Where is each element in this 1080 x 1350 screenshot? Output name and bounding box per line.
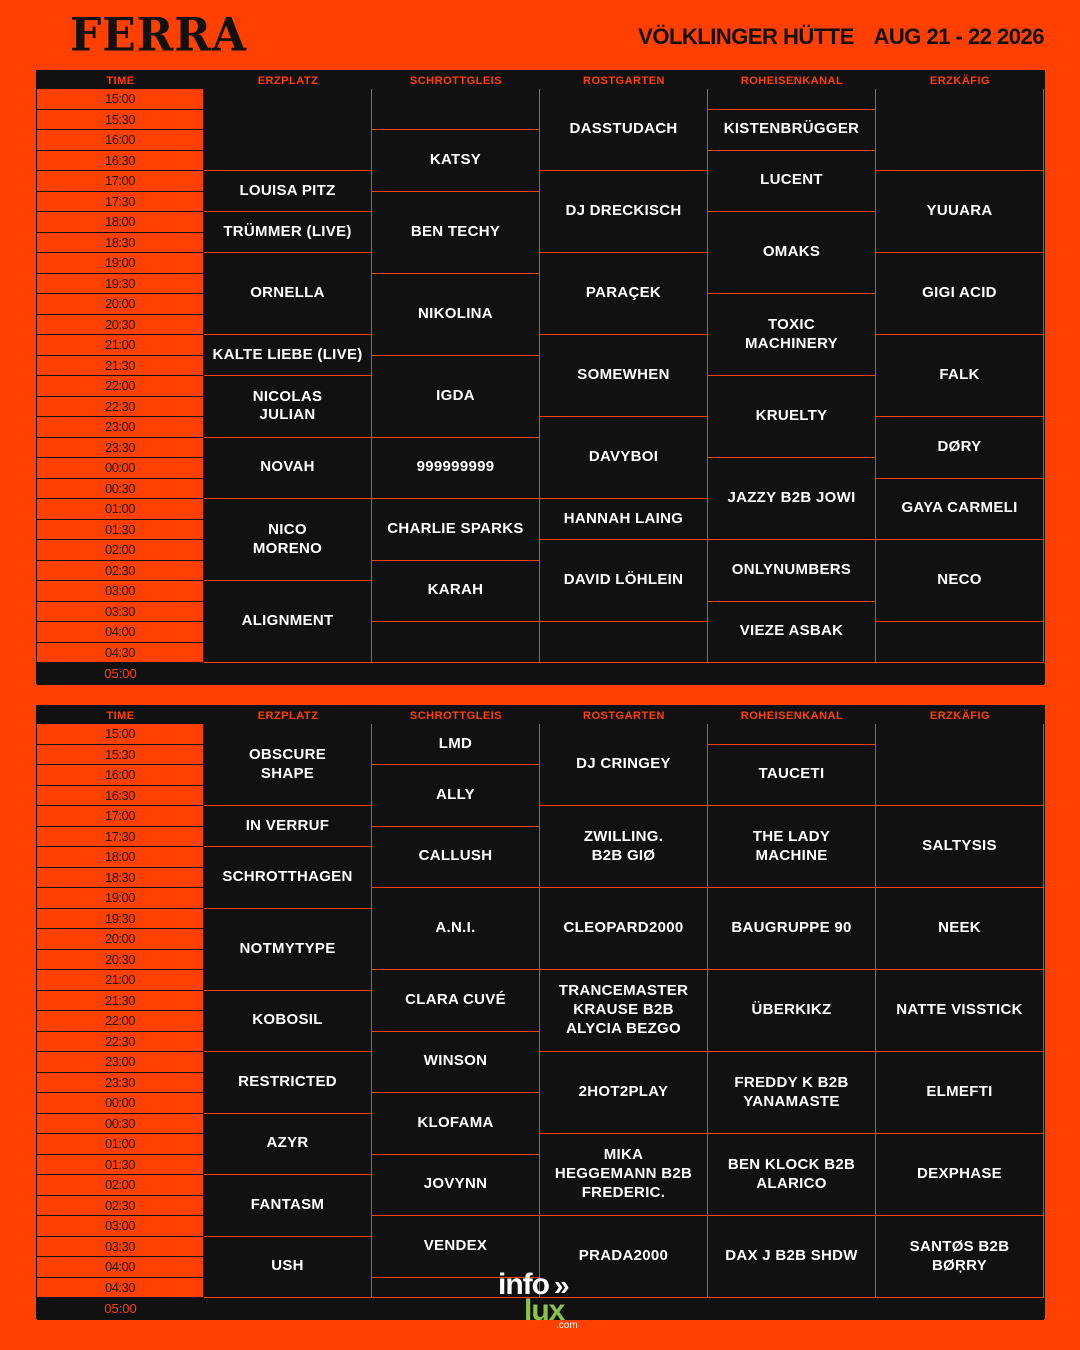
time-slot: 18:00 <box>37 847 204 868</box>
artist-slot: SOMEWHEN <box>540 335 708 417</box>
empty-slot <box>708 724 876 745</box>
time-slot: 00:00 <box>37 458 204 479</box>
artist-slot: LOUISA PITZ <box>204 171 372 212</box>
artist-slot: PARAÇEK <box>540 253 708 335</box>
artist-slot: JAZZY B2B JOWI <box>708 458 876 540</box>
time-slot: 22:00 <box>37 376 204 397</box>
time-slot: 00:00 <box>37 1093 204 1114</box>
time-slot: 17:00 <box>37 806 204 827</box>
time-slot: 21:00 <box>37 970 204 991</box>
time-slot: 03:00 <box>37 581 204 602</box>
column-header: ROHEISENKANAL <box>740 75 844 87</box>
artist-slot: DØRY <box>876 417 1044 479</box>
artist-slot: SALTYSIS <box>876 806 1044 888</box>
time-slot: 00:30 <box>37 1114 204 1135</box>
artist-slot: PRADA2000 <box>540 1216 708 1298</box>
time-slot: 23:00 <box>37 417 204 438</box>
time-slot: 21:30 <box>37 356 204 377</box>
time-slot: 22:30 <box>37 1032 204 1053</box>
column-header: ROSTGARTEN <box>583 710 665 722</box>
time-slot: 19:00 <box>37 253 204 274</box>
artist-slot: LMD <box>372 724 540 765</box>
column-header: ERZPLATZ <box>257 710 319 722</box>
time-slot: 16:30 <box>37 786 204 807</box>
empty-slot <box>876 622 1044 663</box>
column-header: SCHROTTGLEIS <box>409 75 503 87</box>
artist-slot: IN VERRUF <box>204 806 372 847</box>
watermark-info: info <box>498 1268 549 1301</box>
artist-slot: A.N.I. <box>372 888 540 970</box>
artist-slot: GIGI ACID <box>876 253 1044 335</box>
time-slot: 03:30 <box>37 602 204 623</box>
artist-slot: NOTMYTYPE <box>204 909 372 991</box>
artist-slot: FALK <box>876 335 1044 417</box>
infolux-watermark <box>498 1268 588 1334</box>
time-slot: 21:30 <box>37 991 204 1012</box>
artist-slot: ÜBERKIKZ <box>708 970 876 1052</box>
time-slot: 15:00 <box>37 724 204 745</box>
artist-slot: KLOFAMA <box>372 1093 540 1155</box>
artist-slot: DJ DRECKISCH <box>540 171 708 253</box>
watermark-com: .com <box>556 1320 578 1331</box>
time-slot: 20:00 <box>37 294 204 315</box>
time-slot: 02:30 <box>37 1196 204 1217</box>
time-slot: 00:30 <box>37 479 204 500</box>
time-slot: 02:30 <box>37 561 204 582</box>
artist-slot: FREDDY K B2B YANAMASTE <box>708 1052 876 1134</box>
time-slot: 19:30 <box>37 274 204 295</box>
end-time-row <box>37 663 1044 685</box>
empty-slot <box>540 622 708 663</box>
column-header: TIME <box>106 710 135 722</box>
artist-slot: NECO <box>876 540 1044 622</box>
artist-slot: TAUCETI <box>708 745 876 807</box>
artist-slot: NICOLAS JULIAN <box>204 376 372 438</box>
artist-slot: NOVAH <box>204 438 372 500</box>
time-slot: 15:30 <box>37 110 204 131</box>
artist-slot: AZYR <box>204 1114 372 1176</box>
empty-slot <box>204 89 372 171</box>
artist-slot: KARAH <box>372 561 540 623</box>
column-header-row <box>37 71 1044 89</box>
empty-slot <box>372 89 540 130</box>
empty-slot <box>876 89 1044 171</box>
time-slot: 16:00 <box>37 130 204 151</box>
timetable-day-2 <box>36 705 1045 1319</box>
artist-slot: KISTENBRÜGGER <box>708 110 876 151</box>
artist-slot: 2HOT2PLAY <box>540 1052 708 1134</box>
artist-slot: TRANCEMASTER KRAUSE B2B ALYCIA BEZGO <box>540 970 708 1052</box>
time-slot: 23:30 <box>37 1073 204 1094</box>
time-slot: 15:30 <box>37 745 204 766</box>
artist-slot: BAUGRUPPE 90 <box>708 888 876 970</box>
artist-slot: BEN TECHY <box>372 192 540 274</box>
end-time: 05:00 <box>104 1301 137 1316</box>
time-slot: 22:30 <box>37 397 204 418</box>
empty-slot <box>372 622 540 663</box>
artist-slot: JOVYNN <box>372 1155 540 1217</box>
time-slot: 03:30 <box>37 1237 204 1258</box>
artist-slot: KOBOSIL <box>204 991 372 1053</box>
timetable-day-1 <box>36 70 1045 684</box>
time-slot: 23:30 <box>37 438 204 459</box>
artist-slot: 999999999 <box>372 438 540 500</box>
event-header <box>624 24 1044 50</box>
artist-slot: NATTE VISSTICK <box>876 970 1044 1052</box>
time-slot: 17:00 <box>37 171 204 192</box>
column-header: ROSTGARTEN <box>583 75 665 87</box>
empty-slot <box>708 89 876 110</box>
column-header-row <box>37 706 1044 724</box>
artist-slot: YUUARA <box>876 171 1044 253</box>
artist-slot: THE LADY MACHINE <box>708 806 876 888</box>
column-header: ERZPLATZ <box>257 75 319 87</box>
time-slot: 20:30 <box>37 315 204 336</box>
artist-slot: VENDEX <box>372 1216 540 1278</box>
time-slot: 17:30 <box>37 827 204 848</box>
time-slot: 16:30 <box>37 151 204 172</box>
artist-slot: NICO MORENO <box>204 499 372 581</box>
time-slot: 20:00 <box>37 929 204 950</box>
time-slot: 04:00 <box>37 622 204 643</box>
time-slot: 19:00 <box>37 888 204 909</box>
column-header: SCHROTTGLEIS <box>409 710 503 722</box>
time-slot: 04:00 <box>37 1257 204 1278</box>
time-slot: 20:30 <box>37 950 204 971</box>
artist-slot: ORNELLA <box>204 253 372 335</box>
artist-slot: TOXIC MACHINERY <box>708 294 876 376</box>
time-slot: 22:00 <box>37 1011 204 1032</box>
artist-slot: DAVYBOI <box>540 417 708 499</box>
artist-slot: OMAKS <box>708 212 876 294</box>
artist-slot: ALLY <box>372 765 540 827</box>
artist-slot: MIKA HEGGEMANN B2B FREDERIC. <box>540 1134 708 1216</box>
column-header: ERZKÄFIG <box>929 710 991 722</box>
artist-slot: ONLYNUMBERS <box>708 540 876 602</box>
time-slot: 02:00 <box>37 540 204 561</box>
time-slot: 18:00 <box>37 212 204 233</box>
artist-slot: IGDA <box>372 356 540 438</box>
time-slot: 04:30 <box>37 643 204 664</box>
artist-slot: WINSON <box>372 1032 540 1094</box>
artist-slot: CALLUSH <box>372 827 540 889</box>
time-slot: 01:30 <box>37 520 204 541</box>
artist-slot: NIKOLINA <box>372 274 540 356</box>
time-slot: 02:00 <box>37 1175 204 1196</box>
artist-slot: ZWILLING. B2B GIØ <box>540 806 708 888</box>
artist-slot: RESTRICTED <box>204 1052 372 1114</box>
time-slot: 16:00 <box>37 765 204 786</box>
artist-slot: USH <box>204 1237 372 1299</box>
time-slot: 23:00 <box>37 1052 204 1073</box>
column-header: ERZKÄFIG <box>929 75 991 87</box>
artist-slot: DEXPHASE <box>876 1134 1044 1216</box>
artist-slot: DAX J B2B SHDW <box>708 1216 876 1298</box>
artist-slot: DAVID LÖHLEIN <box>540 540 708 622</box>
ferra-logo: FERRA <box>70 8 248 63</box>
artist-slot: VIEZE ASBAK <box>708 602 876 664</box>
artist-slot: ALIGNMENT <box>204 581 372 663</box>
artist-slot: KATSY <box>372 130 540 192</box>
time-slot: 18:30 <box>37 233 204 254</box>
artist-slot: DASSTUDACH <box>540 89 708 171</box>
time-slot: 21:00 <box>37 335 204 356</box>
time-slot: 04:30 <box>37 1278 204 1299</box>
artist-slot: ELMEFTI <box>876 1052 1044 1134</box>
artist-slot: GAYA CARMELI <box>876 479 1044 541</box>
empty-slot <box>876 724 1044 806</box>
artist-slot: CLARA CUVÉ <box>372 970 540 1032</box>
artist-slot: LUCENT <box>708 151 876 213</box>
time-slot: 01:00 <box>37 499 204 520</box>
artist-slot: HANNAH LAING <box>540 499 708 540</box>
time-slot: 15:00 <box>37 89 204 110</box>
artist-slot: KALTE LIEBE (LIVE) <box>204 335 372 376</box>
artist-slot: OBSCURE SHAPE <box>204 724 372 806</box>
artist-slot: SANTØS B2B BØŖRY <box>876 1216 1044 1298</box>
artist-slot: KRUELTY <box>708 376 876 458</box>
artist-slot: CLEOPARD2000 <box>540 888 708 970</box>
venue-title: VÖLKLINGER HÜTTE <box>638 24 854 49</box>
watermark-lux: lux <box>524 1294 565 1327</box>
artist-slot: DJ CRINGEY <box>540 724 708 806</box>
artist-slot: NEEK <box>876 888 1044 970</box>
artist-slot: CHARLIE SPARKS <box>372 499 540 561</box>
column-header: ROHEISENKANAL <box>740 710 844 722</box>
time-slot: 01:00 <box>37 1134 204 1155</box>
column-header: TIME <box>106 75 135 87</box>
watermark-arrow-icon: » <box>554 1270 570 1301</box>
artist-slot: FANTASM <box>204 1175 372 1237</box>
time-slot: 03:00 <box>37 1216 204 1237</box>
time-slot: 19:30 <box>37 909 204 930</box>
time-slot: 17:30 <box>37 192 204 213</box>
event-dates: AUG 21 - 22 2026 <box>873 24 1044 49</box>
artist-slot: TRÜMMER (LIVE) <box>204 212 372 253</box>
artist-slot: BEN KLOCK B2B ALARICO <box>708 1134 876 1216</box>
artist-slot: SCHROTTHAGEN <box>204 847 372 909</box>
time-slot: 18:30 <box>37 868 204 889</box>
time-slot: 01:30 <box>37 1155 204 1176</box>
end-time: 05:00 <box>104 666 137 681</box>
